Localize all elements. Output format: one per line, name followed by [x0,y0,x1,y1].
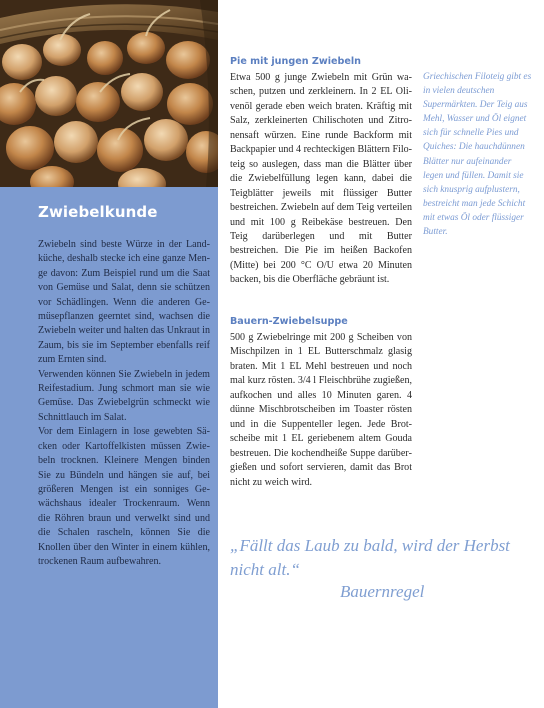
farmer-quote: „Fällt das Laub zu bald, wird der Herbst nicht alt.“ [230,536,510,579]
onion-basket-photo [0,0,218,187]
quote-source: Bauernregel [340,582,425,601]
sidebar-body [38,238,210,569]
sidebar-paragraph: Vor dem Einlagern in lose gewebten Säcken oder Kartoffelkisten müssen Zwiebeln trocknen. Kleinere Mengen binden Sie zu Bündeln und hängen sie auf, bei größeren Mengen ist ein sonniges Gewächshaus idealer Trockenraum. Wenn die Röhren braun und verwelkt sind und die Schalen rascheln, können Sie die Knollen über den Winter in einem kühlen, trockenen Raum aufbewahren. [38,426,210,567]
filo-note: Griechischen Filoteig gibt es in vielen deutschen Supermärkten. Der Teig aus Mehl, Wasser und Öl eignet sich für schnelle Pies und Quiches: Die hauchdünnen Blätter nur aufeinander legen und füllen. Damit sie sich knusprig aufplustern, bestreicht man jede Schicht mit etwas Öl oder flüssiger Butter. [423,72,532,238]
sidebar-panel [0,0,218,708]
onion-photo-illustration [0,0,218,187]
recipe-soup-title: Bauern-Zwiebelsuppe [230,316,348,327]
sidebar-paragraph: Zwiebeln sind beste Würze in der Landküche, deshalb stecke ich eine ganze Menge davon: Zum Beispiel rund um die Saat von Gemüse und Salat, denn sie schützen vor Schädlingen. Wenn die anderen Gemüsepflanzen geerntet sind, wachsen die Zwiebeln weiter und halten das Unkraut in Zaum, bis sie im September ebenfalls reif zum Ernten sind. [38,239,210,366]
recipe-pie [230,56,412,288]
recipe-soup [230,316,412,490]
sidebar-title: Zwiebelkunde [38,203,158,221]
recipe-pie-title: Pie mit jungen Zwiebeln [230,56,361,67]
recipe-soup-body: 500 g Zwiebelringe mit 200 g Scheiben von Mischpilzen in 1 EL Butterschmalz glasig braten. Mit 1 EL Mehl bestreuen und noch mal kurz rösten. 3/4 l Fleischbrühe zugießen, aufkochen und alles 10 Minuten garen. 4 dünne Mischbrotscheiben im Toaster rösten und in die Suppenteller legen. Jede Brotscheibe mit 1 EL geriebenem altem Gouda bestreuen. Die kochendheiße Suppe darübergießen und sofort servieren, damit das Brot nicht zu weich wird. [230,332,412,488]
sidebar-paragraph: Verwenden können Sie Zwiebeln in jedem Reifestadium. Jung schmort man sie wie Gemüse. Das Zwiebelgrün schmeckt wie Schnittlauch im Salat. [38,368,210,423]
recipe-pie-body: Etwa 500 g junge Zwiebeln mit Grün waschen, putzen und zerkleinern. In 2 EL Olivenöl gerade eben weich braten. Kräftig mit Salz, zerkleinerten Chilischoten und Zitronensaft würzen. Eine runde Backform mit Backpapier und 4 rechteckigen Blättern Filoteig so auslegen, dass man die Blätter über die Zwiebelfüllung legen kann, dabei die Teigblätter jeweils mit flüssiger Butter bestreichen. Zwiebeln auf dem Teig verteilen und mit 100 g Reibekäse bestreuen. Den Teig darüberlegen und mit Butter bestreichen. Die Pie im heißen Backofen (Mitte) bei 200 °C O/U etwa 20 Minuten backen, bis die Oberfläche gebräunt ist. [230,72,412,286]
